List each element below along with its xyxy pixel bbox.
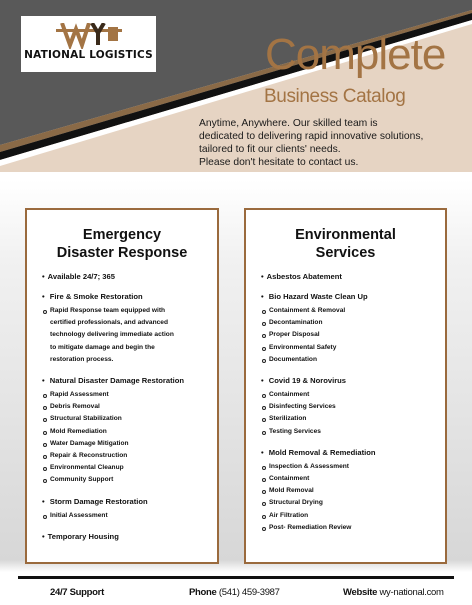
- footer-divider: [18, 576, 454, 579]
- footer-phone: Phone (541) 459-3987: [189, 587, 280, 598]
- emergency-disaster-card: [25, 208, 219, 564]
- page-subtitle: Business Catalog: [264, 86, 406, 107]
- list-item: Mold Remediation: [42, 426, 211, 438]
- list-item: Decontamination: [261, 317, 439, 329]
- list-item: Mold Removal: [261, 485, 439, 497]
- service-category: • Bio Hazard Waste Clean Up Containment & Removal Decontamination Proper Disposal Environmental Safety Documentation: [261, 292, 439, 366]
- sub-list: [261, 461, 439, 534]
- service-category: • Asbestos Abatement: [261, 272, 439, 282]
- list-item: Rapid Response team equipped with: [42, 305, 211, 317]
- footer-website[interactable]: Website wy-national.com: [343, 587, 444, 598]
- list-item: technology delivering immediate action: [50, 331, 174, 339]
- list-item: Containment & Removal: [261, 305, 439, 317]
- list-item: restoration process.: [50, 355, 114, 363]
- service-list: [42, 272, 211, 552]
- logo-emblem-icon: [56, 23, 122, 49]
- service-list: [261, 272, 439, 544]
- sub-list: [261, 305, 439, 366]
- sub-list: [42, 305, 211, 366]
- list-item: Testing Services: [261, 426, 439, 438]
- list-item: Proper Disposal: [261, 329, 439, 341]
- list-item: Initial Assessment: [42, 510, 211, 522]
- list-item: Community Support: [42, 474, 211, 486]
- intro-line: dedicated to delivering rapid innovative solutions,: [199, 131, 424, 142]
- list-item: Debris Removal: [42, 401, 211, 413]
- logo-text: NATIONAL LOGISTICS: [24, 49, 153, 61]
- list-item: Environmental Safety: [261, 342, 439, 354]
- intro-line: tailored to fit our clients' needs.: [199, 144, 341, 155]
- service-category: • Fire & Smoke Restoration Rapid Response team equipped with certified professionals, and advanced technology delivering immediate action to mitigate damage and begin the restoration process.: [42, 292, 211, 366]
- sub-list: [42, 389, 211, 487]
- service-category: • Storm Damage Restoration Initial Assessment: [42, 497, 211, 522]
- page-title: Complete: [265, 30, 446, 79]
- list-item: Structural Drying: [261, 497, 439, 509]
- list-item: Structural Stabilization: [42, 413, 211, 425]
- service-category: • Available 24/7; 365: [42, 272, 211, 282]
- list-item: Post- Remediation Review: [261, 522, 439, 534]
- list-item: Inspection & Assessment: [261, 461, 439, 473]
- service-category: • Temporary Housing: [42, 532, 211, 542]
- list-item: Containment: [261, 473, 439, 485]
- service-category: • Mold Removal & Remediation Inspection & Assessment Containment Mold Removal Structural Drying Air Filtration Post- Remediation Review: [261, 448, 439, 534]
- list-item: Water Damage Mitigation: [42, 438, 211, 450]
- list-item: certified professionals, and advanced: [50, 319, 168, 327]
- list-item: Rapid Assessment: [42, 389, 211, 401]
- company-logo: [21, 16, 156, 72]
- card-title: Emergency Disaster Response: [56, 227, 188, 261]
- intro-line: Anytime, Anywhere. Our skilled team is: [199, 118, 378, 129]
- list-item: Environmental Cleanup: [42, 462, 211, 474]
- environmental-services-card: [244, 208, 447, 564]
- intro-text: [199, 117, 461, 169]
- service-category: • Natural Disaster Damage Restoration Rapid Assessment Debris Removal Structural Stabilization Mold Remediation Water Damage Mitigation Repair & Reconstruction Environmental Cleanup Community Support: [42, 376, 211, 487]
- list-item: Sterilization: [261, 413, 439, 425]
- list-item: Repair & Reconstruction: [42, 450, 211, 462]
- list-item: Air Filtration: [261, 510, 439, 522]
- list-item: Containment: [261, 389, 439, 401]
- sub-list: [261, 389, 439, 438]
- sub-list: [42, 510, 211, 522]
- footer-support: 24/7 Support: [50, 587, 104, 598]
- list-item: Disinfecting Services: [261, 401, 439, 413]
- card-title: Environmental Services: [295, 227, 396, 261]
- intro-line: Please don't hesitate to contact us.: [199, 157, 359, 168]
- service-category: • Covid 19 & Norovirus Containment Disinfecting Services Sterilization Testing Services: [261, 376, 439, 438]
- list-item: Documentation: [261, 354, 439, 366]
- list-item: to mitigate damage and begin the: [50, 343, 155, 351]
